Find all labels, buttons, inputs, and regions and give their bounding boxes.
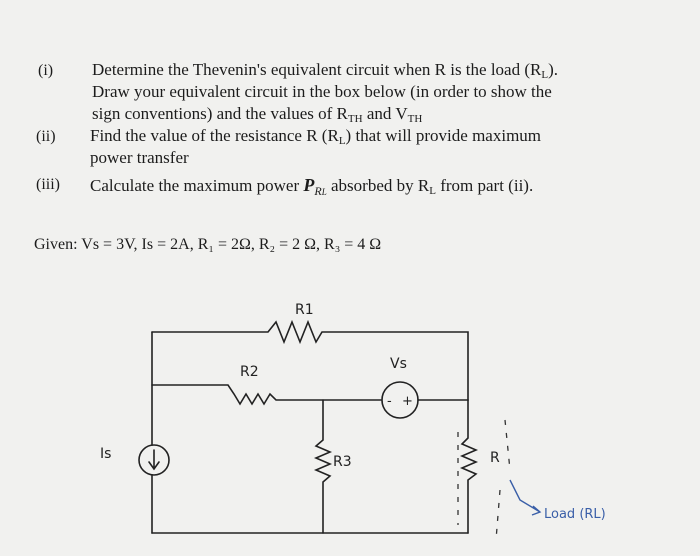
item-number-iii: (iii) — [36, 176, 60, 193]
power-symbol: P — [303, 175, 315, 195]
and-vth: and V — [366, 104, 408, 123]
item-iii-text-b: absorbed by R — [331, 176, 430, 195]
middle-wire — [152, 385, 468, 404]
item-ii-line-2: power transfer — [90, 148, 189, 167]
given-values: Given: Vs = 3V, Is = 2A, R₁ = 2Ω, R₂ = 2 Ω, R₃ = 4 Ω — [34, 236, 382, 253]
vs-plus: + — [402, 394, 413, 409]
load-arrow — [510, 480, 540, 515]
current-arrow — [149, 450, 159, 469]
item-iii-text-c: from part (ii). — [435, 176, 534, 195]
item-i-text: Determine the Thevenin's equivalent circuit when R is the load (R — [92, 60, 542, 79]
r3-branch — [316, 400, 330, 533]
item-number-ii: (ii) — [36, 128, 56, 145]
item-i-end: ). — [548, 60, 559, 79]
top-wire — [152, 322, 468, 400]
vs-label: Vs — [390, 356, 407, 372]
r-label: R — [490, 450, 500, 466]
item-number-i: (i) — [38, 62, 54, 79]
item-iii-text-a: Calculate the maximum power — [90, 176, 304, 195]
is-label: Is — [100, 446, 112, 462]
item-iii-sub: L — [429, 185, 436, 197]
item-i-line-3-text: sign conventions) and the values of R — [92, 104, 348, 123]
rth-sub: TH — [347, 113, 363, 125]
item-ii-sub: L — [338, 135, 346, 147]
vth-sub: TH — [407, 113, 423, 125]
item-i-line-2: Draw your equivalent circuit in the box below (in order to show the — [92, 82, 552, 101]
r3-label: R3 — [333, 454, 352, 470]
item-ii-text: Find the value of the resistance R (R — [90, 126, 339, 145]
vs-minus: - — [387, 394, 392, 409]
r2-label: R2 — [240, 364, 259, 380]
power-sub: R — [314, 184, 322, 198]
power-subsub: L — [321, 187, 327, 197]
item-i-sub: L — [541, 69, 549, 81]
item-ii-end: ) that will provide maximum — [345, 126, 542, 145]
r1-label: R1 — [295, 302, 314, 318]
r-branch — [462, 400, 476, 533]
load-dashed-outline — [458, 420, 510, 540]
load-label: Load (RL) — [544, 507, 606, 522]
